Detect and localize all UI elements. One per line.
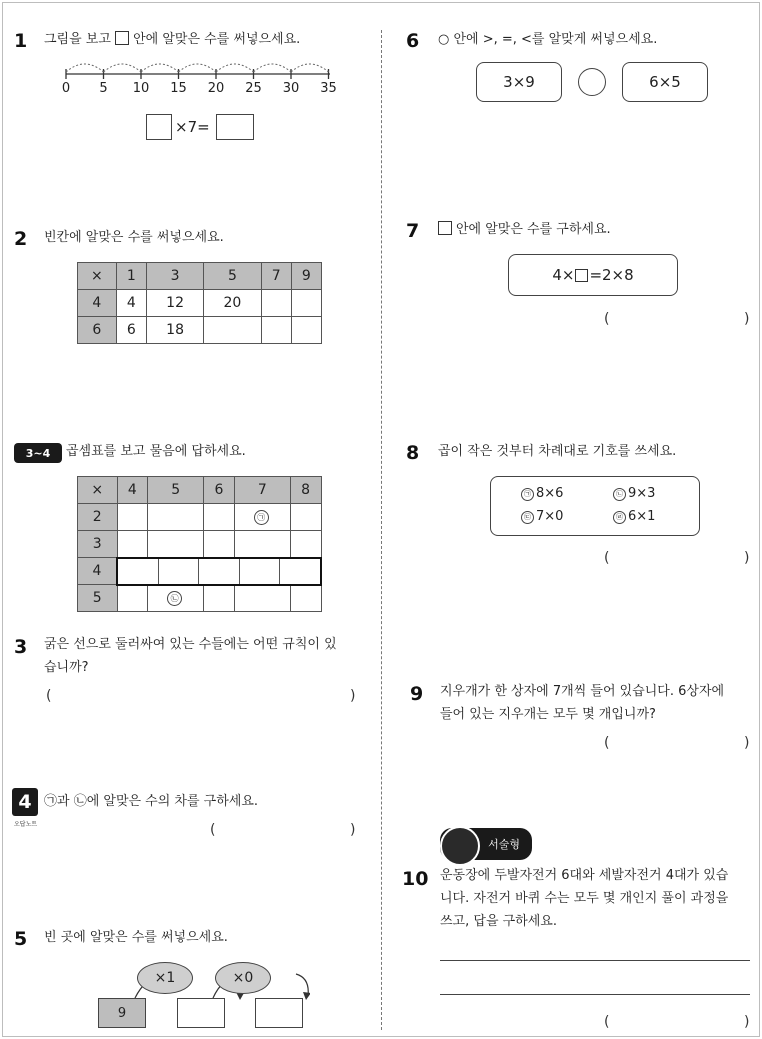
mt-header-cell: 6 [204,477,235,504]
q7-equation [508,254,678,296]
mt-cell [204,531,235,558]
number-line-jump-arc [141,64,179,72]
mt-cell [234,585,290,612]
q3-paren-close: ) [350,688,356,704]
q34-prompt: 곱셈표를 보고 물음에 답하세요. [66,444,246,459]
q1-times-text: ×7= [175,118,210,136]
q8-options-box [490,476,700,536]
q3-prompt [44,633,337,679]
number-line-label: 20 [207,81,225,96]
number-line-label: 30 [282,81,300,96]
q2-blank-cell[interactable] [291,317,321,344]
q2-cell: 7 [261,263,291,290]
number-line-jump-arc [291,64,329,72]
q7-paren-open: ( [604,311,610,327]
number-line-jump-arc [216,64,254,72]
q1-prompt-pre: 그림을 보고 [44,32,111,47]
number-line-label: 0 [61,81,71,96]
q7-eq-right: =2×8 [589,266,634,284]
q8-option-a [521,486,563,501]
mt-cell [148,585,204,612]
operation-times-0: ×0 [215,962,271,994]
q9-paren-close: ) [744,735,750,751]
number-line-jump-arc [179,64,217,72]
q4-paren-close: ) [350,822,356,838]
q9-prompt [440,680,724,726]
q10-paren-open: ( [604,1014,610,1030]
q1-prompt [44,28,300,51]
q4-badge: 4 [12,788,38,816]
q2-blank-cell[interactable] [261,290,291,317]
q1-answer-box-2[interactable] [216,114,254,140]
q1-answer-box-1[interactable] [146,114,172,140]
mt-header-cell: × [78,477,118,504]
option-expr: 6×1 [628,509,656,524]
q7-paren-close: ) [744,311,750,327]
q3-paren-open: ( [46,688,52,704]
q2-blank-cell[interactable] [261,317,291,344]
option-mark: ㉠ [521,488,534,501]
number-line-label: 10 [132,81,150,96]
essay-badge: 서술형 [440,828,532,860]
mt-row-header: 3 [78,531,118,558]
q6-left-expression: 3×9 [476,62,562,102]
q5-number: 5 [14,928,28,950]
q4-badge-sub: 오답노트 [14,821,38,828]
q8-number: 8 [406,442,420,464]
q8-option-d [613,509,655,524]
q7-prompt-text: 안에 알맞은 수를 구하세요. [456,222,611,237]
blank-box-icon [438,221,452,235]
option-expr: 7×0 [536,509,564,524]
q2-cell: 9 [291,263,321,290]
q10-line2: 니다. 자전거 바퀴 수는 모두 몇 개인지 풀이 과정을 [440,891,729,906]
column-divider [381,30,382,1030]
q8-prompt: 곱이 작은 것부터 차례대로 기호를 쓰세요. [438,444,677,459]
number-line-jump-arc [104,64,142,72]
mt-row-header: 5 [78,585,118,612]
mt-cell [290,531,321,558]
q4-paren-open: ( [210,822,216,838]
q3-number: 3 [14,636,28,658]
flow-answer-box-2[interactable] [255,998,303,1028]
mark-a: ㉠ [254,510,269,525]
mt-cell [290,585,321,612]
q2-blank-cell[interactable] [291,290,321,317]
mt-cell [148,531,204,558]
number-line-label: 35 [320,81,337,96]
q5-prompt: 빈 곳에 알맞은 수를 써넣으세요. [44,930,228,945]
q8-paren-open: ( [604,550,610,566]
q10-line1: 운동장에 두발자전거 6대와 세발자전거 4대가 있습 [440,868,729,883]
q7-number: 7 [406,220,420,242]
answer-writing-line-1[interactable] [440,960,750,961]
q3-line1: 굵은 선으로 둘러싸여 있는 수들에는 어떤 규칙이 있 [44,637,337,652]
q2-cell: 4 [78,290,117,317]
q9-number: 9 [410,683,424,705]
q2-cell: 6 [78,317,117,344]
q2-cell: 6 [116,317,146,344]
multiplication-table [77,476,322,612]
number-line-label: 5 [99,81,108,96]
option-mark: ㉢ [521,511,534,524]
q8-option-b [613,486,655,501]
q10-prompt [440,864,728,933]
q6-number: 6 [406,30,420,52]
mt-cell [148,504,204,531]
q2-cell: 3 [146,263,203,290]
option-mark: ㉣ [613,511,626,524]
mt-cell [234,504,290,531]
q1-prompt-post: 안에 알맞은 수를 써넣으세요. [133,32,301,47]
flow-answer-box-1[interactable] [177,998,225,1028]
q3-line2: 습니까? [44,660,89,675]
mt-cell [204,504,235,531]
blank-box-icon [575,269,588,282]
q8-paren-close: ) [744,550,750,566]
number-line-label: 15 [170,81,187,96]
q9-line1: 지우개가 한 상자에 7개씩 들어 있습니다. 6상자에 [440,684,725,699]
mt-cell [204,585,235,612]
q7-eq-left: 4× [552,266,575,284]
mascot-icon [440,826,480,866]
number-line-jump-arc [66,64,104,72]
q2-cell: 12 [146,290,203,317]
q1-number: 1 [14,30,28,52]
number-line-jump-arc [254,64,292,72]
q10-number: 10 [402,868,429,890]
q2-number: 2 [14,228,28,250]
q34-badge: 3~4 [14,443,62,463]
q2-prompt: 빈칸에 알맞은 수를 써넣으세요. [44,230,224,245]
answer-writing-line-2[interactable] [440,994,750,995]
q2-cell: 1 [116,263,146,290]
mt-row-header: 2 [78,504,118,531]
mt-cell [290,504,321,531]
mt-row-header: 4 [78,558,118,585]
q2-table [77,262,322,344]
q6-prompt: ○ 안에 >, =, <를 알맞게 써넣으세요. [438,32,658,47]
mt-cell [234,531,290,558]
operation-times-1: ×1 [137,962,193,994]
q9-paren-open: ( [604,735,610,751]
q2-cell: 18 [146,317,203,344]
flow-start-box: 9 [98,998,146,1028]
mt-header-cell: 7 [234,477,290,504]
mt-cell [117,504,148,531]
q2-blank-cell[interactable] [204,317,261,344]
q10-line3: 쓰고, 답을 구하세요. [440,914,557,929]
mt-header-cell: 5 [148,477,204,504]
mt-cell [117,585,148,612]
blank-box-icon [115,31,129,45]
mark-b: ㉡ [167,591,182,606]
q2-cell: 4 [116,290,146,317]
compare-circle[interactable] [578,68,606,96]
option-mark: ㉡ [613,488,626,501]
q8-option-c [521,509,563,524]
option-expr: 8×6 [536,486,564,501]
mt-header-cell: 4 [117,477,148,504]
mt-cell [117,531,148,558]
mt-header-cell: 8 [290,477,321,504]
bold-outlined-row [117,558,321,585]
number-line-label: 25 [245,81,262,96]
q2-cell: 20 [204,290,261,317]
q10-paren-close: ) [744,1014,750,1030]
q2-cell: 5 [204,263,261,290]
q9-line2: 들어 있는 지우개는 모두 몇 개입니까? [440,707,656,722]
q6-right-expression: 6×5 [622,62,708,102]
q2-cell: × [78,263,117,290]
q4-prompt: ㉠과 ㉡에 알맞은 수의 차를 구하세요. [44,794,259,809]
q7-prompt [438,218,611,241]
option-expr: 9×3 [628,486,656,501]
